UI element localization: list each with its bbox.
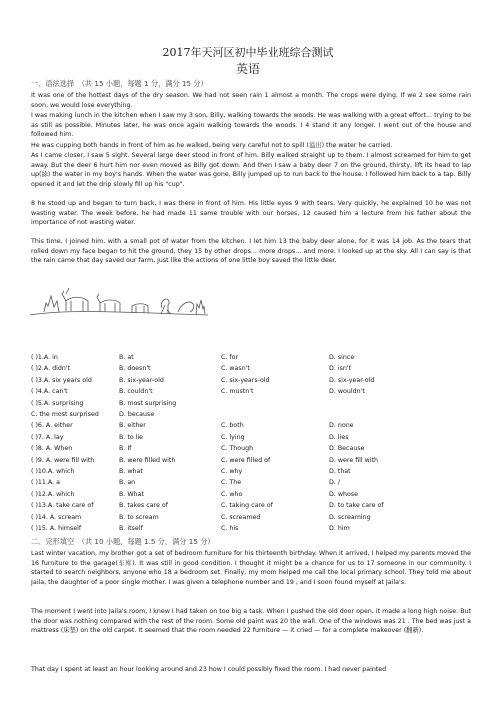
question-option-row	[31, 354, 471, 363]
answer-choice: D. six-year-old	[329, 376, 375, 384]
answer-choice: B. either	[119, 422, 146, 430]
answer-choice: D. because	[119, 411, 155, 418]
answer-choice: C. both	[221, 422, 244, 430]
answer-choice: ( )8. A. When	[31, 445, 73, 453]
answer-choice: ( )12.A. which	[31, 490, 75, 498]
answer-choice: C. who	[221, 490, 243, 498]
answer-choice: C. wasn't	[221, 365, 250, 373]
answer-choice: ( )10.A. which	[31, 468, 75, 475]
answer-choice: ( )5.A. surprising	[31, 399, 84, 407]
question-option-row	[31, 377, 471, 386]
answer-choice: C. screamed	[221, 513, 261, 521]
section-2-heading: 二、完形填空 （共 10 小题，每题 1.5 分，满分 15 分）	[31, 537, 215, 546]
passage-1-paragraph: As I came closer, I saw 5 sight. Several large deer stood in front of him. Billy walked straight up to them. I almost screamed for him to get away. But the deer 6 hurt him nor even moved as Billy got down. And then I saw a baby deer 7 on the ground, thirsty, lift its head to lap up(舔) the water in my boy's hands. When the water was gone, Billy jumped up to run back to the house. I followed him back to a tap. Billy opened it and let the drip slowly fill up his "cup".	[31, 152, 471, 188]
answer-choice: B. takes care of	[119, 502, 168, 510]
answer-choice: D. none	[329, 422, 354, 430]
question-option-row	[31, 491, 471, 500]
answer-choice: C. taking care of	[221, 502, 273, 510]
answer-choice: ( )1.A. in	[31, 354, 58, 361]
answer-choice: B. couldn't	[119, 388, 153, 396]
answer-choice: ( )3.A. six years old	[31, 376, 92, 384]
answer-choice: B. What	[119, 490, 144, 498]
answer-choice: B. to lie	[119, 433, 144, 441]
answer-choice: B. an	[119, 479, 136, 487]
answer-choice: D. him	[329, 525, 350, 532]
answer-choice: ( )15. A. himself	[31, 525, 82, 532]
answer-choice: D. /	[329, 479, 340, 487]
answer-choice: B. most surprising	[119, 399, 177, 407]
answer-choice: C. the most surprised	[31, 411, 99, 418]
question-option-row	[31, 422, 471, 431]
passage-1-paragraph: 8 he stood up and began to turn back, I was there in front of him. His little eyes 9 with tears. Very quickly, he explained 10 he was not wasting water. The week before, he had made 11 same trouble with our horses, 12 caused him a lecture from his father about the importance of not wasting water.	[31, 200, 471, 227]
answer-choice: ( )9. A. were fill with	[31, 456, 95, 464]
answer-choice: B. If	[119, 445, 132, 453]
answer-choice: ( )7. A. lay	[31, 433, 64, 441]
answer-choice: C. mustn't	[221, 388, 254, 396]
answer-choice: D. isn't	[329, 365, 352, 373]
answer-choice: D. Because	[329, 445, 365, 453]
passage-1-paragraph: This time, I joined him, with a small pot of water from the kitchen. I let him 13 the baby deer alone, for it was 14 job. As the tears that rolled down my face began to hit the ground, they 15 by other drops... more drops... and more. I looked up at the sky. All I can say is that the rain came that day saved our farm, just like the actions of one little boy saved the little deer.	[31, 238, 471, 265]
section-1-heading: 一、语法选择 （共 15 小题，每题 1 分，满分 15 分）	[31, 79, 208, 88]
question-option-row	[31, 479, 471, 488]
answer-choice: B. at	[119, 354, 134, 361]
answer-choice: D. were fill with	[329, 456, 379, 464]
exam-subject: 英语	[235, 62, 260, 76]
answer-choice: ( )11.A. a	[31, 479, 60, 487]
question-option-row	[31, 502, 471, 511]
question-option-row	[31, 525, 471, 534]
passage-2-paragraph: Last winter vacation, my brother got a set of bedroom furniture for his thirteenth birthday. When it arrived, I helped my parents moved the 16 furniture to the garage(车库). It was still in good condition. I thought it might be a chance for us to 17 someone in our community. I started to search neighbors, anyone who 18 a bedroom set. Finally, my mom helped me call the local primary school. They told me about Jaila, the daughter of a poor single mother. I was given a telephone number and 19 , and I soon found myself at Jaila's.	[31, 550, 471, 586]
answer-choice: D. since	[329, 354, 355, 361]
answer-choice: ( )6. A. either	[31, 422, 73, 430]
question-option-row	[31, 457, 471, 466]
answer-choice: D. to take care of	[329, 502, 384, 510]
passage-1-paragraph: He was cupping both hands in front of him as he walked, being very careful not to spill (溢出) the water he carried.	[31, 142, 393, 149]
question-option-row	[31, 411, 471, 420]
question-option-row	[31, 514, 471, 523]
answer-choice: B. what	[119, 468, 143, 475]
answer-choice: C. The	[221, 479, 242, 487]
answer-choice: B. itself	[119, 525, 143, 532]
answer-choice: B. six-year-old	[119, 376, 164, 384]
answer-choice: D. lies	[329, 433, 349, 441]
passage-2-paragraph: That day I spent at least an hour looking around and 23 how I could possibly fixed the room. I had never painted	[31, 666, 387, 673]
answer-choice: C. for	[221, 354, 239, 361]
deer-illustration	[28, 279, 210, 321]
question-option-row	[31, 468, 471, 477]
passage-2-paragraph: The moment I went into Jaila's room, I knew I had taken on too big a task. When I pushed the old door open, it made a long high noise. But the door was nothing compared with the rest of the room. Some old paint was 20 the wall. One of the windows was 21 . The bed was just a mattress (床垫) on the old carpet. It seemed that the room needed 22 furniture — it cried — for a complete makeover (翻新).	[31, 608, 471, 635]
question-option-row	[31, 388, 471, 397]
answer-choice: D. whose	[329, 490, 359, 498]
answer-choice: ( )13.A. take care of	[31, 502, 94, 510]
answer-choice: C. why	[221, 468, 243, 475]
question-option-row	[31, 445, 471, 454]
passage-1-paragraph: It was one of the hottest days of the dry season. We had not seen rain 1 almost a month. The crops were dying. If we 2 see some rain soon, we would lose everything.	[31, 92, 471, 109]
question-option-row	[31, 434, 471, 443]
answer-choice: ( )14. A. scream	[31, 513, 82, 521]
answer-choice: C. his	[221, 525, 239, 532]
answer-choice: B. to scream	[119, 513, 159, 521]
answer-choice: D. screaming	[329, 513, 371, 521]
answer-choice: ( )2.A. didn't	[31, 365, 71, 373]
answer-choice: C. six-years-old	[221, 376, 270, 384]
answer-choice: B. doesn't	[119, 365, 151, 373]
answer-choice: ( )4.A. can't	[31, 388, 68, 396]
answer-choice: C. were filled of	[221, 456, 271, 464]
answer-choice: C. Though	[221, 445, 254, 453]
question-option-row	[31, 365, 471, 374]
answer-choice: B. were filled with	[119, 456, 176, 464]
passage-1-paragraph: I was making lunch in the kitchen when I saw my 3 son, Billy, walking towards the woods. He was walking with a great effort... trying to be as still as possible. Minutes later, he was once again walking towards the woods. I 4 stand it any longer. I went out of the house and followed him.	[31, 112, 471, 139]
answer-choice: D. wouldn't	[329, 388, 365, 396]
answer-choice: D. that	[329, 468, 351, 475]
question-option-row	[31, 400, 471, 409]
answer-choice: C. lying	[221, 433, 245, 441]
exam-title: 2017年天河区初中毕业班综合测试	[162, 46, 334, 59]
